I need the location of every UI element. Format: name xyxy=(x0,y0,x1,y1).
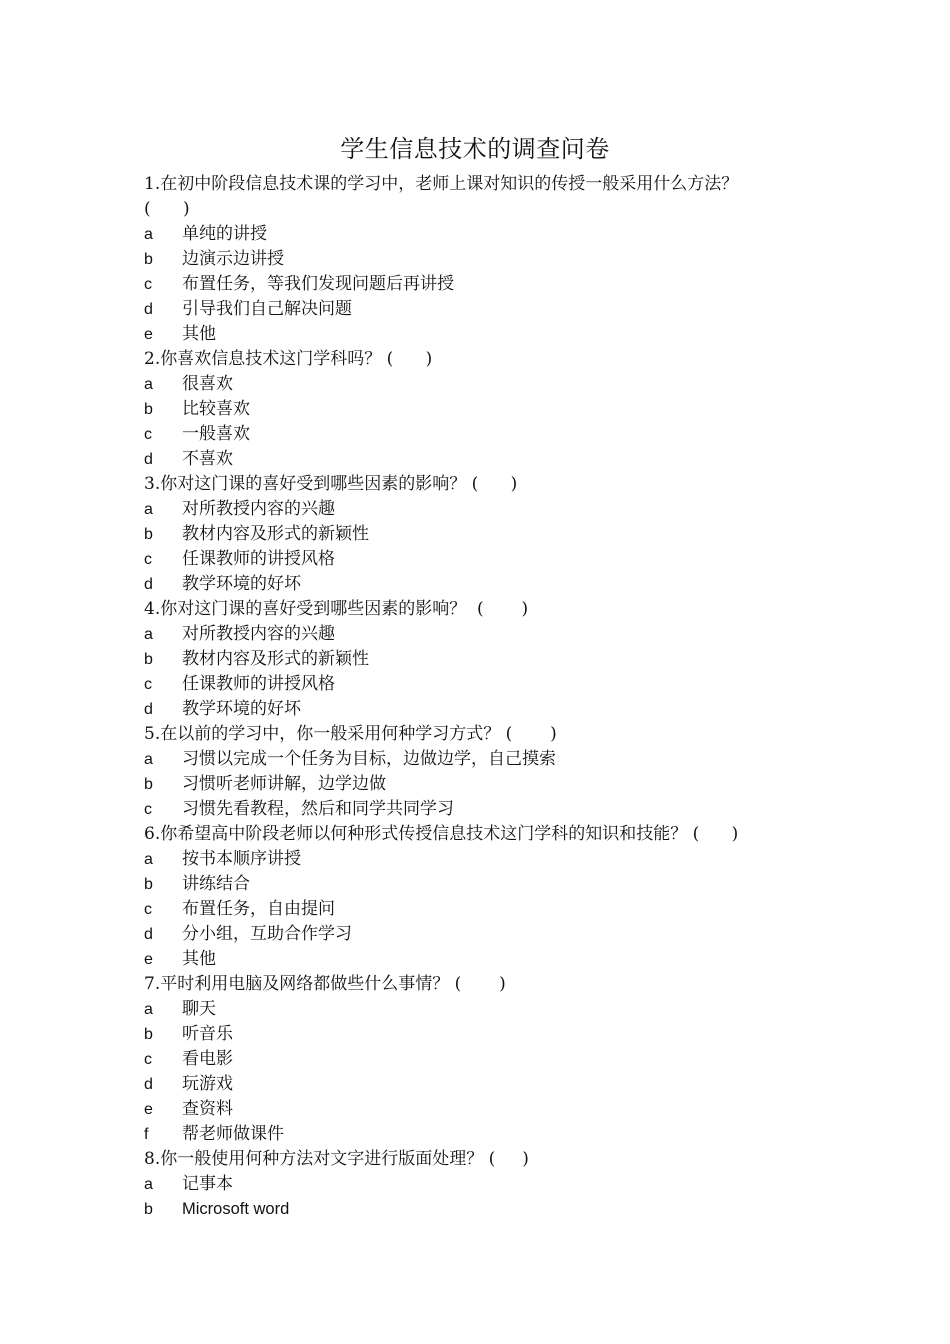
option-letter: a xyxy=(144,376,153,393)
option-text: 任课教师的讲授风格 xyxy=(182,549,335,569)
option-text: 一般喜欢 xyxy=(182,424,250,444)
option-letter: e xyxy=(144,326,153,343)
option-letter: b xyxy=(144,251,153,268)
option-letter: c xyxy=(144,1051,152,1068)
option-text: 任课教师的讲授风格 xyxy=(182,674,335,694)
option-letter: a xyxy=(144,1001,153,1018)
question-text: 1.在初中阶段信息技术课的学习中，老师上课对知识的传授一般采用什么方法？ xyxy=(144,174,739,194)
option-text: 不喜欢 xyxy=(182,449,233,469)
option-row xyxy=(144,872,824,897)
option-text: 其他 xyxy=(182,949,216,969)
option-letter: c xyxy=(144,276,152,293)
option-text: 习惯先看教程，然后和同学共同学习 xyxy=(182,799,454,819)
option-row xyxy=(144,222,824,247)
option-row xyxy=(144,397,824,422)
question-block xyxy=(144,822,824,972)
option-row xyxy=(144,797,824,822)
question-text: 4.你对这门课的喜好受到哪些因素的影响？ ( ) xyxy=(144,599,529,619)
option-row xyxy=(144,1122,824,1147)
option-letter: c xyxy=(144,801,152,818)
option-text: 布置任务，等我们发现问题后再讲授 xyxy=(182,274,454,294)
option-row xyxy=(144,297,824,322)
question-text: 7.平时利用电脑及网络都做些什么事情？ ( ) xyxy=(144,974,506,994)
question-text: 2.你喜欢信息技术这门学科吗？ ( ) xyxy=(144,349,433,369)
option-row xyxy=(144,847,824,872)
question-block xyxy=(144,472,824,597)
option-text: 查资料 xyxy=(182,1099,233,1119)
option-letter: d xyxy=(144,576,153,593)
option-row xyxy=(144,1047,824,1072)
option-row xyxy=(144,697,824,722)
option-text: 习惯以完成一个任务为目标，边做边学，自己摸索 xyxy=(182,749,556,769)
question-text: 8.你一般使用何种方法对文字进行版面处理？ ( ) xyxy=(144,1149,529,1169)
question-block xyxy=(144,722,824,822)
option-row xyxy=(144,322,824,347)
option-text: 教学环境的好坏 xyxy=(182,574,301,594)
document-title: 学生信息技术的调查问卷 xyxy=(340,135,610,163)
option-text: 讲练结合 xyxy=(182,874,250,894)
option-letter: b xyxy=(144,1201,153,1218)
option-letter: d xyxy=(144,451,153,468)
option-row xyxy=(144,622,824,647)
option-letter: f xyxy=(144,1126,149,1143)
option-text: 聊天 xyxy=(182,999,216,1019)
option-text: 分小组，互助合作学习 xyxy=(182,924,352,944)
option-letter: c xyxy=(144,676,152,693)
option-text: 习惯听老师讲解，边学边做 xyxy=(182,774,386,794)
option-row xyxy=(144,497,824,522)
option-row xyxy=(144,772,824,797)
option-text: 布置任务，自由提问 xyxy=(182,899,335,919)
option-letter: b xyxy=(144,526,153,543)
option-text: 边演示边讲授 xyxy=(182,249,284,269)
option-row xyxy=(144,997,824,1022)
option-letter: b xyxy=(144,876,153,893)
option-text: 教学环境的好坏 xyxy=(182,699,301,719)
option-letter: d xyxy=(144,926,153,943)
option-text: 单纯的讲授 xyxy=(182,224,267,244)
option-letter: c xyxy=(144,901,152,918)
option-text: 对所教授内容的兴趣 xyxy=(182,499,335,519)
question-block xyxy=(144,1147,824,1222)
option-row xyxy=(144,672,824,697)
option-row xyxy=(144,922,824,947)
option-row xyxy=(144,1022,824,1047)
option-text: Microsoft word xyxy=(182,1200,290,1218)
question-text: 3.你对这门课的喜好受到哪些因素的影响？ ( ) xyxy=(144,474,518,494)
option-row xyxy=(144,372,824,397)
option-text: 记事本 xyxy=(182,1174,233,1194)
option-letter: b xyxy=(144,776,153,793)
option-text: 听音乐 xyxy=(182,1024,233,1044)
option-letter: a xyxy=(144,851,153,868)
option-row xyxy=(144,897,824,922)
question-text: 6.你希望高中阶段老师以何种形式传授信息技术这门学科的知识和技能？ ( ) xyxy=(144,824,739,844)
option-row xyxy=(144,1197,824,1222)
option-text: 看电影 xyxy=(182,1049,233,1069)
option-letter: b xyxy=(144,651,153,668)
option-letter: c xyxy=(144,551,152,568)
option-text: 比较喜欢 xyxy=(182,399,250,419)
option-letter: d xyxy=(144,1076,153,1093)
option-row xyxy=(144,1172,824,1197)
option-text: 帮老师做课件 xyxy=(182,1124,284,1144)
question-block xyxy=(144,172,824,347)
option-letter: a xyxy=(144,226,153,243)
questionnaire-body xyxy=(144,172,824,1222)
option-text: 很喜欢 xyxy=(182,374,233,394)
option-letter: a xyxy=(144,626,153,643)
option-letter: b xyxy=(144,1026,153,1043)
option-letter: d xyxy=(144,301,153,318)
option-row xyxy=(144,547,824,572)
option-text: 教材内容及形式的新颖性 xyxy=(182,524,369,544)
option-letter: e xyxy=(144,1101,153,1118)
question-block xyxy=(144,972,824,1147)
option-row xyxy=(144,572,824,597)
option-row xyxy=(144,1097,824,1122)
option-letter: d xyxy=(144,701,153,718)
option-letter: b xyxy=(144,401,153,418)
option-text: 其他 xyxy=(182,324,216,344)
question-block xyxy=(144,347,824,472)
option-text: 按书本顺序讲授 xyxy=(182,849,301,869)
option-text: 教材内容及形式的新颖性 xyxy=(182,649,369,669)
question-text: 5.在以前的学习中，你一般采用何种学习方式？ ( ) xyxy=(144,724,557,744)
option-letter: a xyxy=(144,501,153,518)
option-text: 对所教授内容的兴趣 xyxy=(182,624,335,644)
option-row xyxy=(144,522,824,547)
option-letter: a xyxy=(144,751,153,768)
question-block xyxy=(144,597,824,722)
option-letter: e xyxy=(144,951,153,968)
option-row xyxy=(144,947,824,972)
option-row xyxy=(144,747,824,772)
option-letter: c xyxy=(144,426,152,443)
question-answer-blank: ( ) xyxy=(144,199,190,219)
option-row xyxy=(144,447,824,472)
option-row xyxy=(144,247,824,272)
option-text: 引导我们自己解决问题 xyxy=(182,299,352,319)
option-letter: a xyxy=(144,1176,153,1193)
option-row xyxy=(144,647,824,672)
option-row xyxy=(144,1072,824,1097)
option-row xyxy=(144,422,824,447)
option-row xyxy=(144,272,824,297)
option-text: 玩游戏 xyxy=(182,1074,233,1094)
